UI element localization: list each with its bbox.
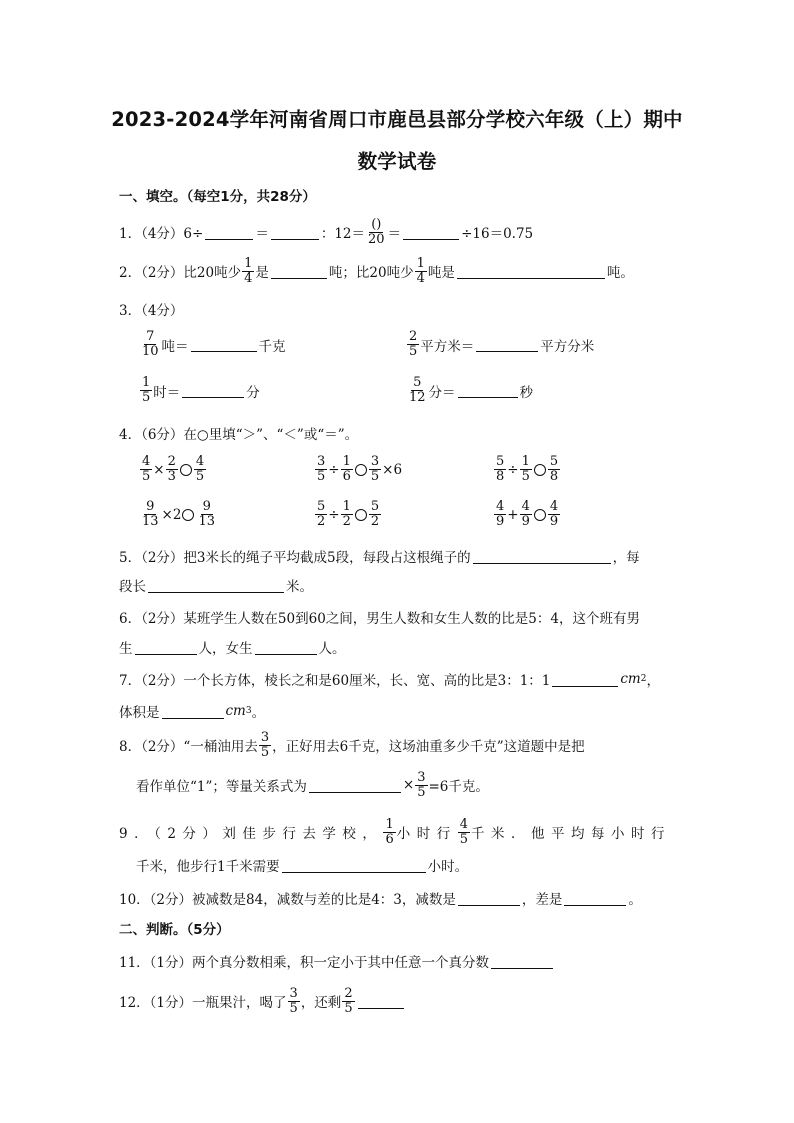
q4-item-3: $\frac{5}{8}$ ÷ $\frac{1}{5}$ $\frac{5}{8}$	[496, 454, 559, 484]
question-2	[119, 255, 634, 286]
q2-text-3: 吨是	[427, 265, 455, 281]
question-6: 6．（2分）某班学生人数在50到60之间，男生人数和女生人数的比是5：4，这个班有男	[119, 611, 640, 627]
q9-blank-1[interactable]	[282, 858, 426, 873]
q1-blank-3[interactable]	[403, 225, 459, 240]
q1-eq2: ＝	[387, 226, 402, 242]
q3-item-b: $\frac{2}{5}$ 平方米＝ 平方分米	[409, 329, 595, 359]
q3-blank-b[interactable]	[476, 337, 538, 352]
q3-item-c: $\frac{1}{5}$ 时＝ 分	[142, 375, 260, 405]
q6-blank-1[interactable]	[135, 640, 197, 655]
q1-fraction: $\frac{()}{20}$	[368, 216, 385, 247]
page-title: 2023-2024学年河南省周口市鹿邑县部分学校六年级（上）期中	[111, 108, 683, 131]
section-heading-judge: 二、判断。（5分）	[119, 922, 230, 938]
question-6-line-2: 生 人，女生 人。	[119, 641, 346, 657]
q3-blank-d[interactable]	[458, 383, 518, 398]
q4-item-4: $\frac{9}{13}$ ×2 $\frac{9}{13}$	[142, 499, 215, 529]
q3-blank-c[interactable]	[182, 383, 244, 398]
q2-fraction-2: $\frac{1}{4}$	[416, 255, 425, 286]
question-7-line-2: 体积是 cm 3 。	[119, 703, 266, 721]
q10-blank-1[interactable]	[458, 891, 520, 906]
q6-blank-2[interactable]	[255, 640, 317, 655]
question-7: 7．（2分）一个长方体，棱长之和是60厘米，长、宽、高的比是3：1：1 cm 2 ，	[119, 671, 660, 689]
q7-blank-2[interactable]	[162, 704, 224, 719]
question-8: 8．（2分）“一桶油用去 $\frac{3}{5}$ ，正好用去6千克，这场油重多少千克”这道题中是把	[119, 729, 585, 760]
q1-blank-2[interactable]	[271, 225, 319, 240]
q2-blank-1[interactable]	[271, 264, 327, 279]
q7-blank-1[interactable]	[552, 672, 618, 687]
question-1	[119, 216, 534, 247]
q12-blank-1[interactable]	[358, 994, 404, 1009]
compare-circle[interactable]	[355, 509, 367, 521]
question-11: 11．（1分）两个真分数相乘，积一定小于其中任意一个真分数	[119, 949, 555, 973]
q5-blank-1[interactable]	[473, 549, 611, 564]
q1-eq1: ＝	[255, 226, 269, 242]
q4-item-6: $\frac{4}{9}$ + $\frac{4}{9}$ $\frac{4}{9}$	[496, 499, 559, 529]
q2-text-1: 是	[255, 265, 269, 281]
compare-circle[interactable]	[534, 509, 546, 521]
q2-tail: 吨。	[606, 265, 634, 281]
question-8-line-2: 看作单位“1”；等量关系式为 × $\frac{3}{5}$ =6千克。	[136, 769, 489, 800]
q2-text-2: 吨；比20吨少	[328, 265, 414, 281]
q2-prefix: 2．（2分）比20吨少	[119, 265, 242, 281]
question-3	[119, 297, 183, 321]
compare-circle[interactable]	[180, 464, 192, 476]
q4-prefix: 4．（6分）在○里填“＞”、“＜”或“＝”。	[119, 427, 359, 443]
compare-circle[interactable]	[534, 464, 546, 476]
q3-item-a: $\frac{7}{10}$ 吨＝ 千克	[142, 329, 286, 359]
compare-circle[interactable]	[355, 464, 367, 476]
q11-blank-1[interactable]	[491, 954, 553, 969]
question-9: 9．（2分）刘佳步行去学校， $\frac{1}{6}$ 小时行 $\frac{4}{5}$ 千米．他平均每小时行	[119, 816, 671, 847]
q8-blank-1[interactable]	[309, 778, 401, 793]
q3-prefix: 3．（4分）	[119, 303, 184, 319]
question-5: 5．（2分）把3米长的绳子平均截成5段，每段占这根绳子的 ，每	[119, 550, 640, 566]
q4-item-2: $\frac{3}{5}$ ÷ $\frac{1}{6}$ $\frac{3}{5}$ ×6	[317, 454, 403, 484]
q1-blank-1[interactable]	[205, 225, 253, 240]
question-9-line-2: 千米，他步行1千米需要 小时。	[136, 859, 469, 875]
q4-item-5: $\frac{5}{2}$ ÷ $\frac{1}{2}$ $\frac{5}{2}$	[317, 499, 380, 529]
question-10: 10．（2分）被减数是84，减数与差的比是4：3，减数是 ，差是 。	[119, 892, 642, 908]
question-4	[119, 421, 358, 445]
q5-blank-2[interactable]	[148, 578, 284, 593]
q1-tail: ÷16＝0.75	[461, 226, 534, 242]
q2-blank-2[interactable]	[457, 264, 605, 279]
q1-prefix: 1．（4分）6÷	[119, 226, 204, 242]
q4-item-1: $\frac{4}{5}$ × $\frac{2}{3}$ $\frac{4}{5}$	[142, 454, 205, 484]
q10-blank-2[interactable]	[564, 891, 626, 906]
section-heading-fill: 一、填空。（每空1分，共28分）	[119, 189, 316, 205]
question-5-line-2: 段长 米。	[119, 579, 313, 595]
question-12: 12．（1分）一瓶果汁，喝了 $\frac{3}{5}$ ，还剩 $\frac{2}{5}$	[119, 989, 406, 1013]
q1-colon: ：12＝	[320, 226, 366, 242]
q3-item-d: $\frac{5}{12}$ 分＝ 秒	[409, 375, 534, 405]
q3-blank-a[interactable]	[191, 337, 257, 352]
q2-fraction-1: $\frac{1}{4}$	[244, 255, 253, 286]
compare-circle[interactable]	[182, 509, 194, 521]
page-subtitle: 数学试卷	[357, 150, 437, 173]
